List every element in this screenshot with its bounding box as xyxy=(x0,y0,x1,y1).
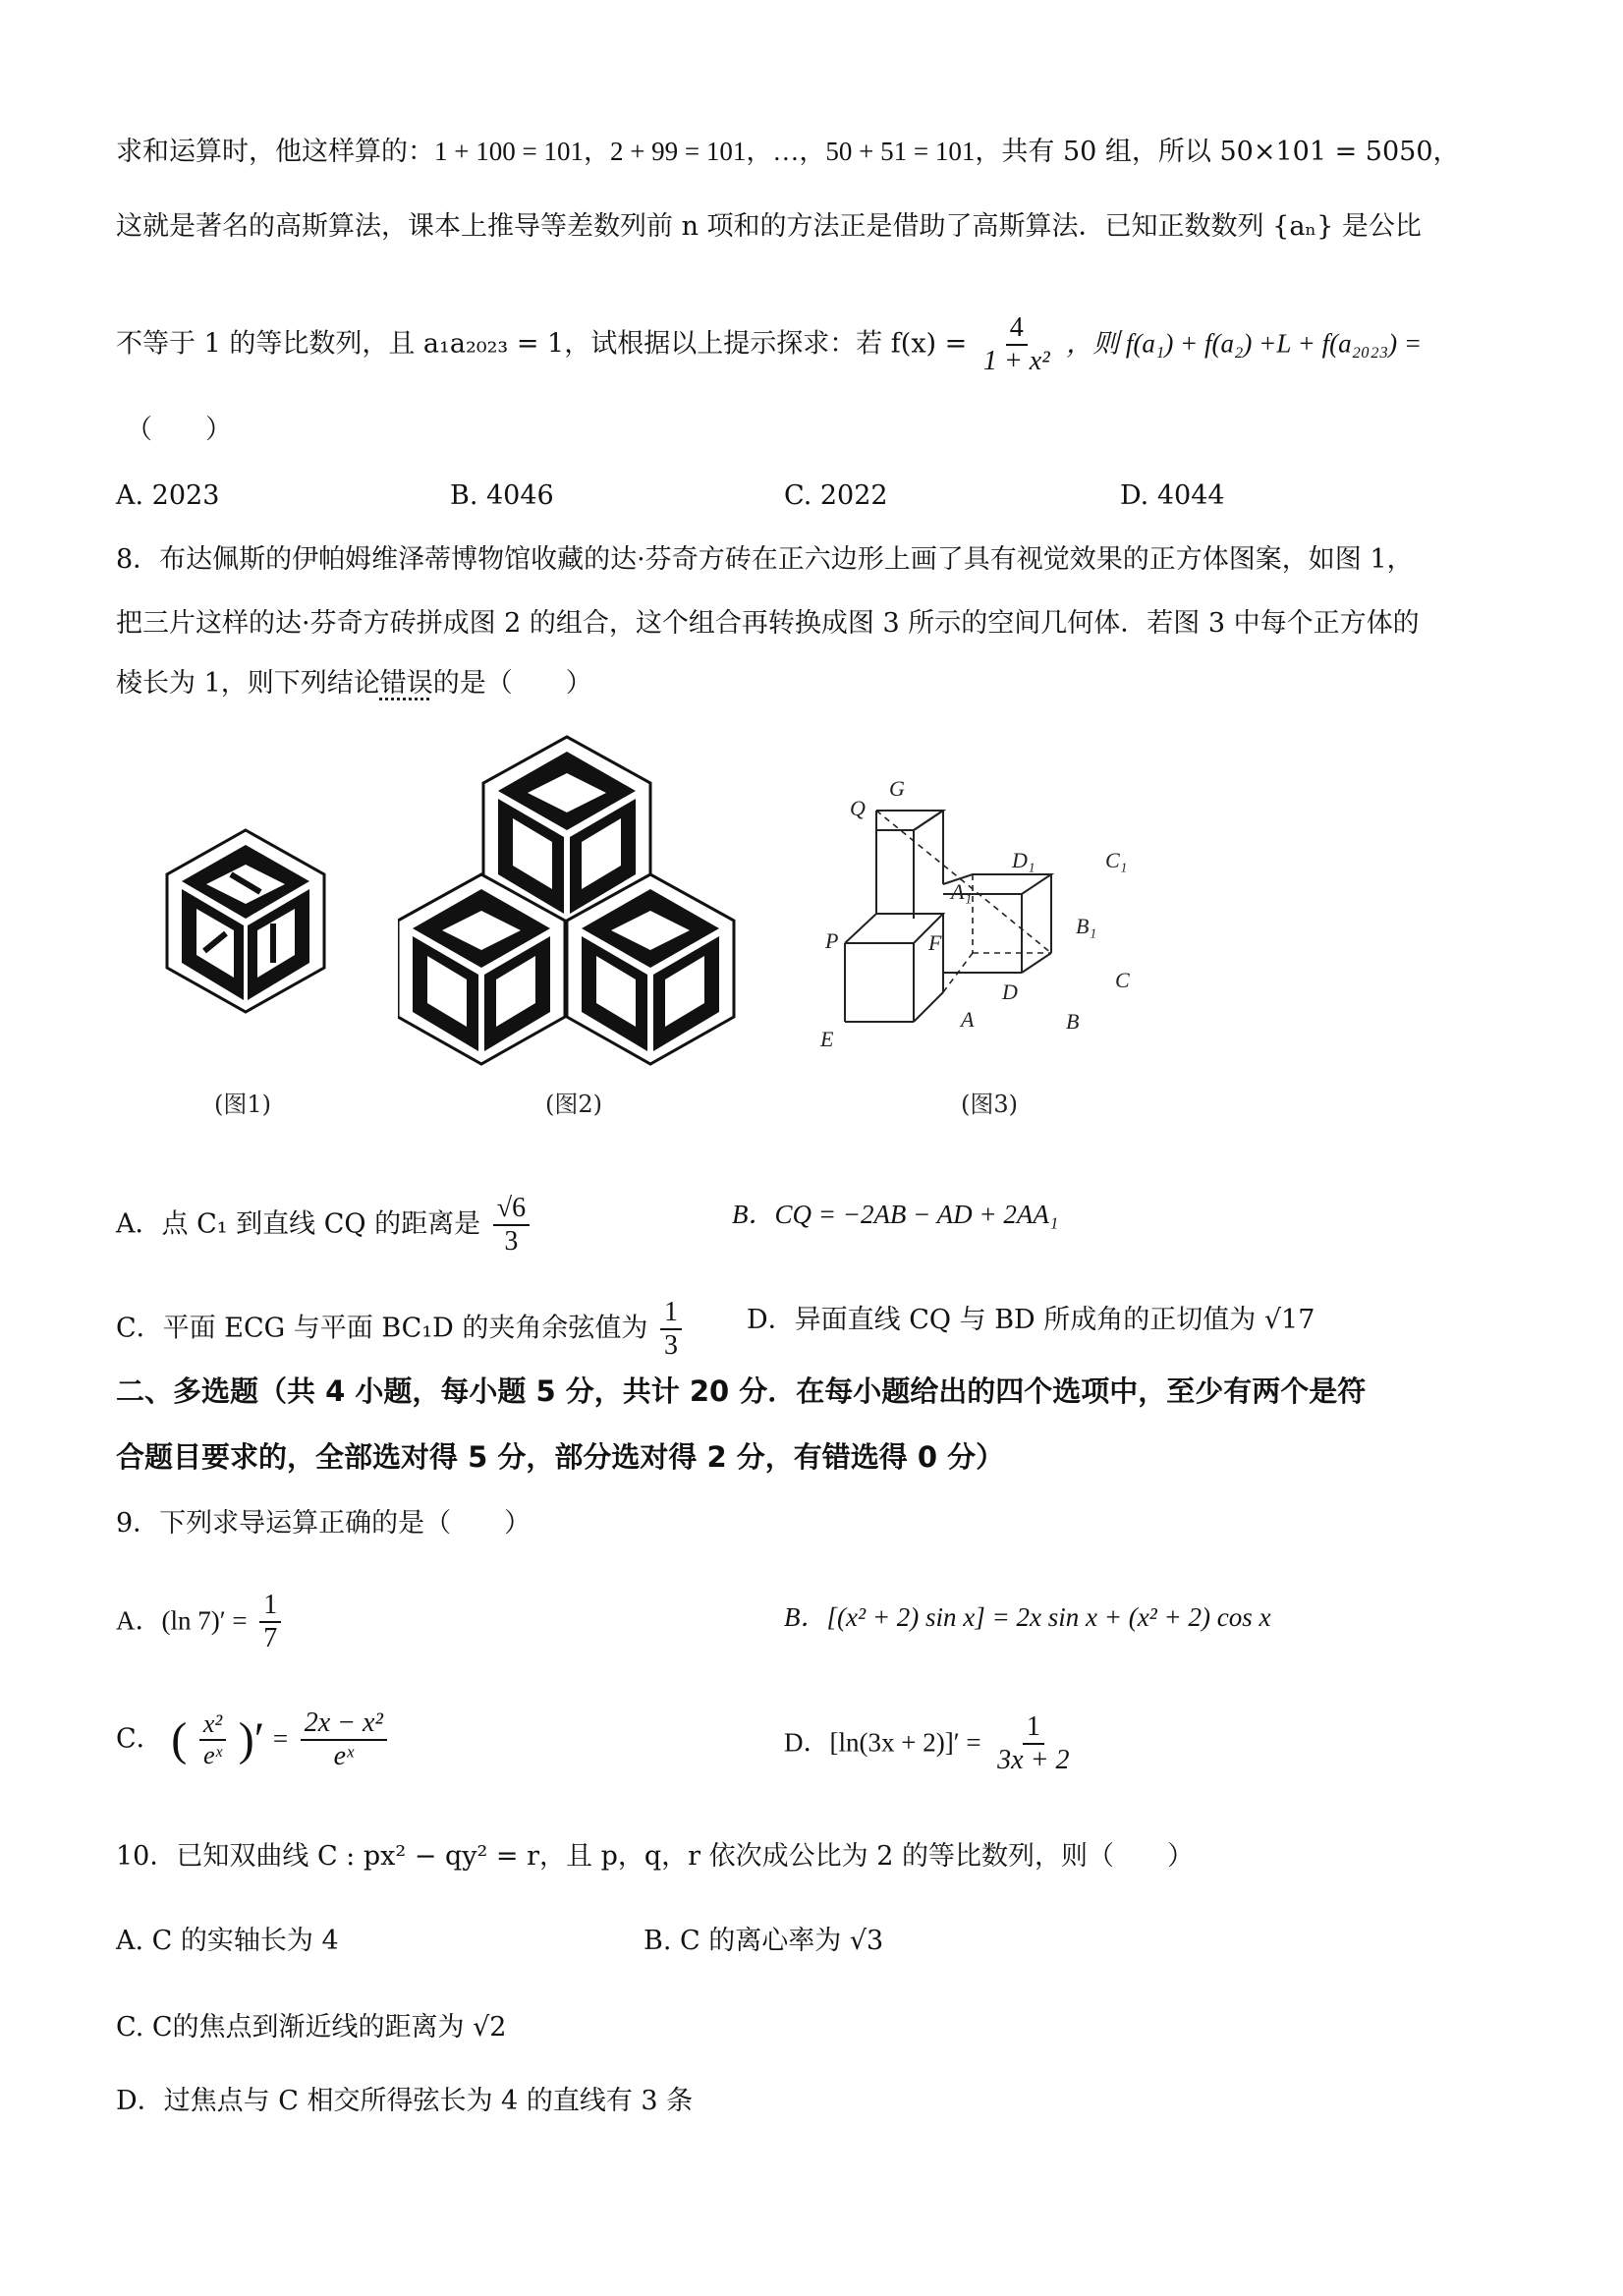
fraction-4-over-1-plus-x2: $\frac{4}{\text{1 + x²}}$ xyxy=(982,312,1050,377)
q9-option-a: A．(ln 7)′ = $\frac{1}{7}$ xyxy=(116,1590,285,1654)
fig3-label-d: D xyxy=(1002,980,1018,1004)
q9-stem: 9．下列求导运算正确的是（ ） xyxy=(116,1508,532,1539)
figure-1-caption: (图1) xyxy=(214,1091,271,1118)
q7-option-a: A. 2023 xyxy=(116,480,220,511)
q9-option-b: B．[(x² + 2) sin x] = 2x sin x + (x² + 2) cos x xyxy=(784,1602,1271,1632)
emphasis-wrong: 错误 xyxy=(379,668,433,699)
q10-option-d: D．过焦点与 C 相交所得弦长为 4 的直线有 3 条 xyxy=(116,2086,694,2116)
q10-option-b: B. C 的离心率为 √3 xyxy=(644,1926,884,1956)
fig3-label-c1: C₁ xyxy=(1105,848,1128,872)
fig3-label-e: E xyxy=(820,1027,834,1051)
figure-3-caption: (图3) xyxy=(961,1091,1018,1118)
fig3-label-b: B xyxy=(1066,1009,1080,1034)
q10-option-a: A. C 的实轴长为 4 xyxy=(116,1926,339,1956)
q10-option-c: C. C的焦点到渐近线的距离为 √2 xyxy=(116,2012,507,2043)
q7-option-d: D. 4044 xyxy=(1120,480,1225,511)
figure-2-caption: (图2) xyxy=(545,1091,602,1118)
q9-option-c: C． ( $\frac{\text{x²}}{\text{eˣ}}$ )′ = $\frac{\text{2x − x²}}{\text{eˣ}}$ xyxy=(116,1708,391,1772)
q8-stem-line2: 把三片这样的达·芬奇方砖拼成图 2 的组合，这个组合再转换成图 3 所示的空间几何体．若图 3 中每个正方体的 xyxy=(116,608,1420,639)
q7-intro-line3: 不等于 1 的等比数列，且 a₁a₂₀₂₃ = 1，试根据以上提示探求：若 f(x) = $\frac{4}{\text{1 + x²}}$ ，则 f(a₁) + f(a₂) +L + f(a₂₀₂₃) = xyxy=(116,312,1423,377)
fig3-label-b1: B₁ xyxy=(1076,914,1097,938)
fig3-label-c: C xyxy=(1115,968,1130,992)
fig3-label-q: Q xyxy=(850,796,866,820)
q7-option-b: B. 4046 xyxy=(450,480,554,511)
q8-option-c: C．平面 ECG 与平面 BC₁D 的夹角余弦值为 $\frac{1}{3}$ xyxy=(116,1297,686,1362)
q8-option-b: B．CQ = −2AB − AD + 2AA₁ xyxy=(732,1200,1059,1229)
fig3-label-a1: A₁ xyxy=(951,879,973,904)
fig3-label-d1: D₁ xyxy=(1012,848,1035,872)
section-2-header-line1: 二、多选题（共 4 小题，每小题 5 分，共计 20 分．在每小题给出的四个选项中，至少有两个是符 xyxy=(116,1374,1367,1408)
q7-option-c: C. 2022 xyxy=(784,480,888,511)
fig3-label-f: F xyxy=(928,930,942,955)
fig3-label-p: P xyxy=(825,928,839,953)
q8-option-d: D．异面直线 CQ 与 BD 所成角的正切值为 √17 xyxy=(747,1305,1315,1335)
section-2-header-line2: 合题目要求的，全部选对得 5 分，部分选对得 2 分，有错选得 0 分） xyxy=(116,1440,1005,1474)
q8-stem-line3: 棱长为 1，则下列结论错误的是（ ） xyxy=(116,668,592,699)
q8-option-a: A．点 C₁ 到直线 CQ 的距离是 $\frac{√6}{3}$ xyxy=(116,1193,533,1258)
q7-intro-line2: 这就是著名的高斯算法，课本上推导等差数列前 n 项和的方法正是借助了高斯算法．已知正数数列 {aₙ} 是公比 xyxy=(116,211,1422,242)
figure-1-cube-tile xyxy=(157,825,334,1032)
q7-intro-line1: 求和运算时，他这样算的：1 + 100 = 101，2 + 99 = 101，…，50 + 51 = 101，共有 50 组，所以 50×101 = 5050， xyxy=(116,137,1460,167)
q9-option-d: D．[ln(3x + 2)]′ = $\frac{1}{3x + 2}$ xyxy=(784,1711,1070,1776)
figure-3-spatial-solid xyxy=(815,752,1154,1056)
q8-stem-line1: 8．布达佩斯的伊帕姆维泽蒂博物馆收藏的达·芬奇方砖在正六边形上画了具有视觉效果的正方体图案，如图 1， xyxy=(116,544,1414,575)
fig3-label-a: A xyxy=(961,1007,975,1032)
q10-stem: 10．已知双曲线 C : px² − qy² = r，且 p，q，r 依次成公比为 2 的等比数列，则（ ） xyxy=(116,1841,1195,1872)
figure-2-three-tiles xyxy=(398,732,737,1066)
q7-answer-blank: （ ） xyxy=(126,415,232,445)
fig3-label-g: G xyxy=(889,776,905,801)
